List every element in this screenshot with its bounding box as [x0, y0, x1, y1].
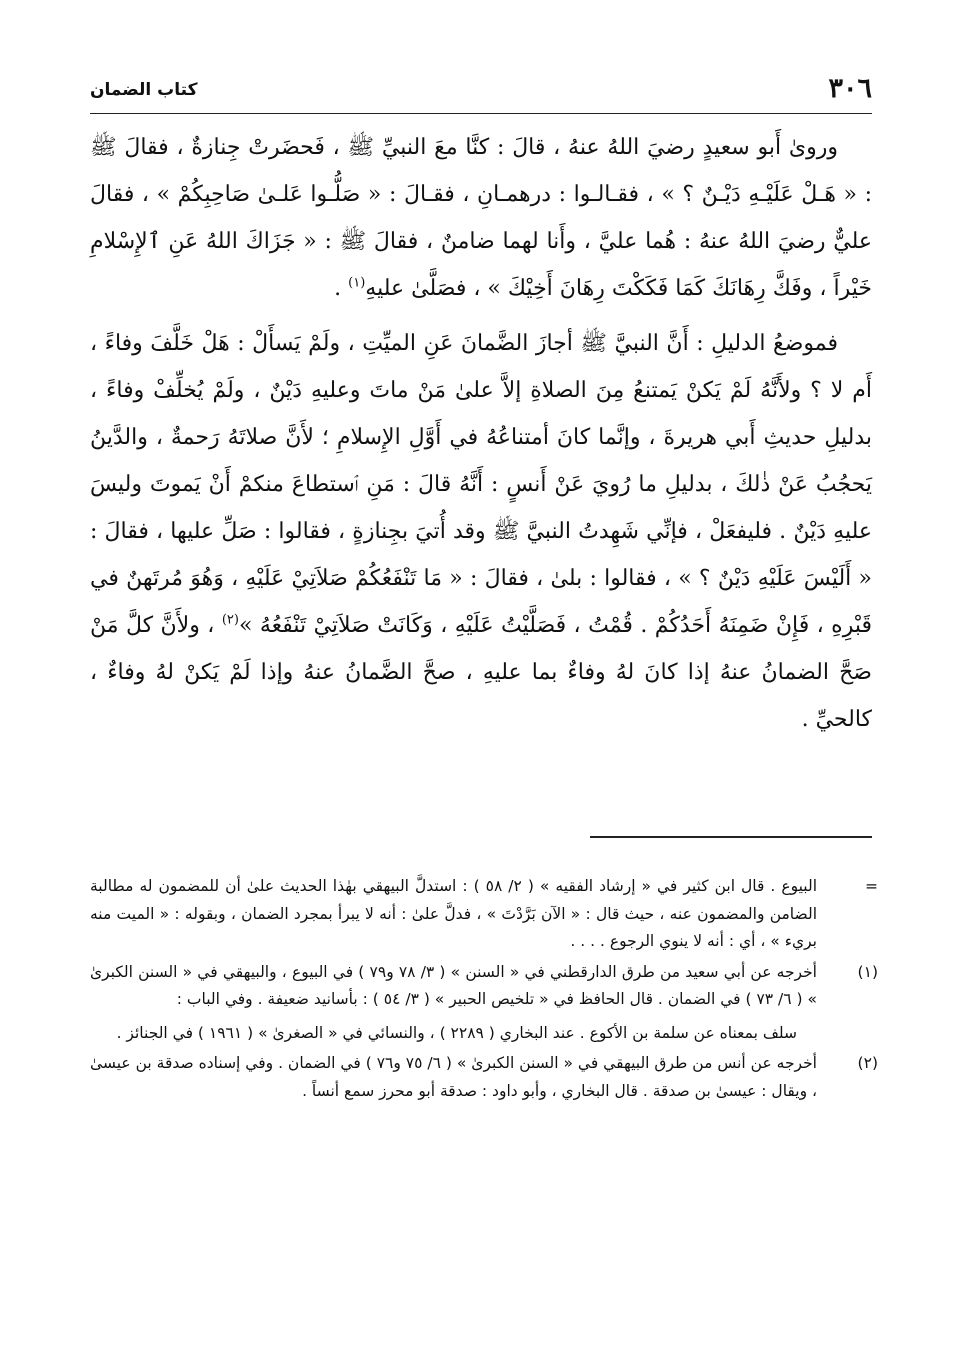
footnote-number: (١) — [857, 962, 878, 981]
footnote-text: البيوع . قال ابن كثير في « إرشاد الفقيه » ( ٢/ ٥٨ ) : استدلَّ البيهقي بهٰذا الحديث علىٰ أن للمضمون له مطالبة الضامن والمضمون عنه ، حيث قال : « الآن بَرَّدْتَ » ، فدلَّ علىٰ : أنه لا يبرأ بمجرد الضمان ، وبقوله : « الميت منه بريء » ، أي : أنه لا ينوي الرجوع . . . . — [90, 877, 817, 950]
page-number: ٣٠٦ — [828, 73, 872, 104]
paragraph-end: . — [334, 276, 349, 301]
paragraph-text: فموضعُ الدليلِ : أَنَّ النبيَّ ﷺ أجازَ الضَّمانَ عَنِ الميِّتِ ، ولَمْ يَسأَلْ : هَلْ خَلَّفَ وفاءً ، أَم لا ؟ ولأَنَّهُ لَمْ يَكنْ يَمتنعُ مِنَ الصلاةِ إلاَّ علىٰ مَنْ ماتَ وعليهِ دَيْنٌ ، ولَمْ يُخلِّفْ وفاءً ، بدليلِ حديثِ أَبي هريرةَ ، وإنَّما كانَ أمتناعُهُ في أَوَّلِ الإِسلامِ ؛ لأَنَّ صلاتَهُ رَحمةٌ ، والدَّينُ يَحجُبُ عَنْ ذٰلكَ ، بدليلِ ما رُويَ عَنْ أَنسٍ : أَنَّهُ قالَ : مَنِ ٱستطاعَ منكمْ أَنْ يَموتَ وليسَ عليهِ دَيْنٌ . فليفعَلْ ، فإنِّي شَهِدتُ النبيَّ ﷺ وقد أُتيَ بجِنازةٍ ، فقالوا : صَلِّ عليها ، فقالَ : « أَلَيْسَ عَلَيْهِ دَيْنٌ ؟ » ، فقالوا : بلىٰ ، فقالَ : « مَا تَنْفَعُكُمْ صَلاَتِيْ عَلَيْهِ ، وَهُوَ مُرتَهنٌ في قَبْرِهِ ، فَإِنْ ضَمِنَهُ أَحَدُكُمْ . قُمْتُ ، فَصَلَّيْتُ عَلَيْهِ ، وَكَانَتْ صَلاَتِيْ تَنْفَعُهُ » — [90, 331, 872, 638]
footnote-1 — [90, 959, 880, 1014]
running-title: كتاب الضمان — [90, 80, 198, 100]
footnote-2 — [90, 1050, 880, 1105]
footnote-1-sub: سلف بمعناه عن سلمة بن الأكوع . عند البخاري ( ٢٢٨٩ ) ، والنسائي في « الصغرىٰ » ( ١٩٦١ ) في الجنائز . — [116, 1023, 797, 1042]
footnote-separator — [590, 836, 872, 838]
footnote-number: (٢) — [857, 1054, 878, 1072]
paragraph-text-end: ، ولأَنَّ كلَّ مَنْ صَحَّ الضمانُ عنهُ إذا كانَ لهُ وفاءٌ بما عليهِ ، صحَّ الضَّمانُ عنهُ وإذا لَمْ يَكنْ لهُ وفاءٌ ، كالحيِّ . — [90, 613, 872, 732]
paragraph-evidence — [90, 320, 872, 743]
footnote-ref-1[interactable]: (١) — [348, 275, 366, 291]
footnote-text: أخرجه عن أنس من طرق البيهقي في « السنن الكبرىٰ » ( ٦/ ٧٥ و٧٦ ) في الضمان . وفي إسناده صدقة بن عيسىٰ ، ويقال : عيسىٰ بن صدقة . قال البخاري ، وأبو داود : صدقة أبو محرز سمع أنساً . — [90, 1054, 817, 1100]
footnote-continued-mark: = — [865, 877, 878, 895]
paragraph-text: وروىٰ أَبو سعيدٍ رضيَ اللهُ عنهُ ، قالَ : كنَّا معَ النبيِّ ﷺ ، فَحضَرتْ جِنازةٌ ، فقالَ ﷺ : « هَـلْ عَلَيْـهِ دَيْـنٌ ؟ » ، فقـالـوا : درهمـانِ ، فقـالَ : « صَلُّـوا عَلـىٰ صَاحِبِكُمْ » ، فقالَ عليٌّ رضيَ اللهُ عنهُ : هُما عليَّ ، وأَنا لهما ضامنٌ ، فقالَ ﷺ : « جَزَاكَ اللهُ عَنِ ٱلإِسْلامِ خَيْراً ، وفَكَّ رِهَانَكَ كَمَا فَكَكْتَ رِهَانَ أَخِيْكَ » ، فصَلَّىٰ عليهِ — [90, 135, 872, 301]
page-header — [90, 74, 872, 110]
footnotes — [90, 873, 880, 1108]
footnote-continued — [90, 873, 880, 956]
paragraph-hadith — [90, 124, 872, 312]
footnote-ref-2[interactable]: (٢) — [221, 612, 239, 628]
footnote-text: أخرجه عن أبي سعيد من طرق الدارقطني في « السنن » ( ٣/ ٧٨ و٧٩ ) في البيوع ، والبيهقي في « السنن الكبرىٰ » ( ٦/ ٧٣ ) في الضمان . قال الحافظ في « تلخيص الحبير » ( ٣/ ٥٤ ) : بأسانيد ضعيفة . وفي الباب : — [90, 962, 817, 1008]
header-rule — [90, 113, 872, 114]
main-text — [90, 124, 872, 743]
